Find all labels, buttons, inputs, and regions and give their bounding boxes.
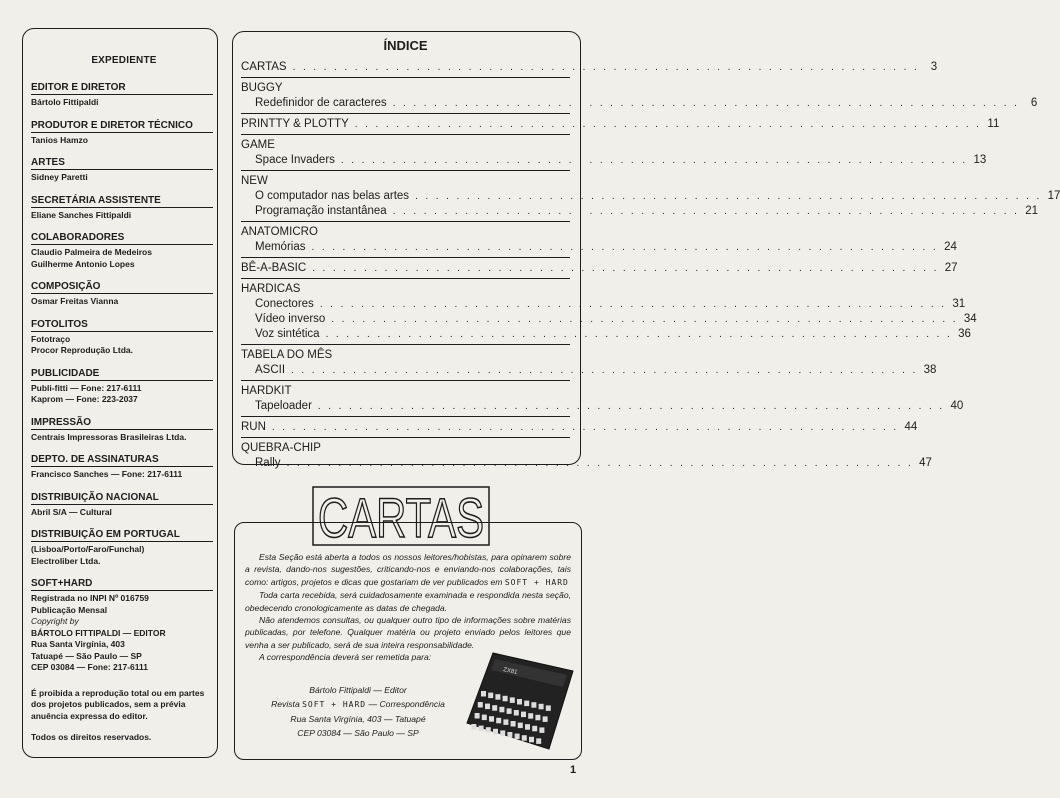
entry-title: ASCII (255, 364, 286, 376)
expediente-section (31, 195, 217, 222)
indice-category (241, 437, 932, 473)
key (543, 716, 548, 722)
category-name: NEW (241, 175, 268, 187)
address-street: Rua Santa Virgínia, 403 — Tatuapé (290, 714, 426, 724)
indice-category (241, 380, 964, 416)
entry-title: Space Invaders (255, 154, 335, 166)
section-line: (Lisboa/Porto/Faro/Funchal) (31, 544, 145, 554)
key (524, 701, 529, 707)
indice-entry (241, 297, 966, 312)
registration-line: Registrada no INPI Nº 016759 (31, 593, 149, 603)
address-editor: Bártolo Fittipaldi — Editor (309, 685, 407, 695)
expediente-section (31, 82, 217, 109)
page-ref: 40 (950, 400, 964, 412)
leader-dots (287, 456, 914, 471)
page-ref: 38 (923, 364, 937, 376)
indice-category (241, 257, 958, 278)
expediente-section (31, 120, 217, 147)
expediente-section (31, 454, 217, 481)
indice-category (241, 170, 1060, 221)
section-line: Francisco Sanches — Fone: 217-6111 (31, 469, 183, 479)
section-title: SECRETÁRIA ASSISTENTE (31, 195, 213, 208)
expediente-section (31, 368, 217, 406)
zx81-label: ZX81 (502, 667, 518, 676)
zx81-computer-illustration (463, 651, 575, 751)
indice-entry (241, 117, 1000, 132)
cartas-paragraph-3: Não atendemos consultas, ou qualquer outro tipo de informações sobre matérias publicadas, por telefone. Qualquer matéria ou projeto enviado pelos leitores que venha a ser publicado, será de sua inteira responsabilidade. (245, 615, 571, 650)
editor-line: BÁRTOLO FITTIPALDI — EDITOR (31, 627, 166, 638)
cartas-box (234, 522, 582, 760)
page-ref: 17 (1047, 190, 1060, 202)
section-title: PRODUTOR E DIRETOR TÉCNICO (31, 120, 213, 133)
section-title: FOTOLITOS (31, 319, 213, 332)
indice-box (232, 31, 1060, 469)
entry-title: Tapeloader (255, 400, 312, 412)
expediente-section (31, 417, 217, 444)
publication-line: Publicação Mensal (31, 604, 108, 615)
leader-dots (318, 399, 945, 414)
indice-category (241, 57, 938, 77)
section-title: DEPTO. DE ASSINATURAS (31, 454, 213, 467)
indice-category (241, 113, 1000, 134)
leader-dots (341, 153, 968, 168)
section-line: Osmar Freitas Vianna (31, 296, 119, 306)
indice-category (241, 416, 918, 437)
key (536, 738, 541, 744)
cartas-paragraph-1: Esta Seção está aberta a todos os nossos leitores/hobistas, para opinarem sobre a revista, dando-nos sugestões, criticando-nos e enviando-nos colaborações, tais como: artigos, projetos e dicas que gostariam de ver publicados em (245, 552, 571, 587)
category-name: PRINTTY & PLOTTY (241, 118, 349, 130)
indice-category (241, 344, 937, 380)
page-number: 1 (570, 764, 577, 776)
key (500, 730, 505, 736)
key (496, 718, 501, 724)
key (471, 724, 476, 730)
entry-title: Redefinidor de caracteres (255, 97, 387, 109)
section-line: Bártolo Fittipaldi (31, 97, 99, 107)
indice-category (241, 221, 957, 257)
expediente-section (31, 157, 217, 184)
indice-entry (241, 96, 1038, 111)
leader-dots (355, 117, 982, 132)
key (475, 713, 480, 719)
section-title: COMPOSIÇÃO (31, 281, 213, 294)
entry-title: Rally (255, 457, 281, 469)
key (546, 705, 551, 711)
expediente-box (22, 28, 218, 758)
section-title: ARTES (31, 157, 213, 170)
rights-notice: Todos os direitos reservados. (31, 732, 152, 742)
address-line: Rua Santa Virgínia, 403 (31, 639, 125, 649)
cartas-text (245, 551, 571, 664)
section-title: DISTRIBUIÇÃO NACIONAL (31, 492, 213, 505)
page-ref: 44 (904, 421, 918, 433)
entry-title: Memórias (255, 241, 306, 253)
page-ref: 34 (963, 313, 977, 325)
cartas-paragraph-2: Toda carta recebida, será cuidadosamente examinada e respondida nesta seção, obedecendo cronologicamente as datas de chegada. (245, 590, 571, 613)
section-line: Guilherme Antonio Lopes (31, 258, 135, 269)
soft-hard-section (31, 578, 217, 674)
key (479, 726, 484, 732)
section-title: IMPRESSÃO (31, 417, 213, 430)
section-title: DISTRIBUIÇÃO EM PORTUGAL (31, 529, 213, 542)
key (493, 729, 498, 735)
page-ref: 11 (987, 118, 1000, 130)
section-title: PUBLICIDADE (31, 368, 213, 381)
indice-entry (241, 327, 971, 342)
category-name: ANATOMICRO (241, 226, 318, 238)
category-name: BUGGY (241, 82, 283, 94)
leader-dots (415, 189, 1042, 204)
section-line: Eliane Sanches Fittipaldi (31, 209, 132, 220)
expediente-sections (31, 82, 217, 567)
soft-hard-logo: SOFT + HARD (504, 577, 569, 587)
reproduction-notice: É proibida a reprodução total ou em partes dos projetos publicados, sem a prévia anuência expressa do editor. (31, 687, 205, 721)
entry-title: Vídeo inverso (255, 313, 326, 325)
cartas-paragraph-4: A correspondência deverá ser remetida para: (259, 652, 432, 663)
page-ref: 27 (944, 262, 958, 274)
indice-entry (241, 363, 937, 378)
page-ref: 13 (973, 154, 987, 166)
indice-entry (241, 456, 932, 471)
address-revista: Revista SOFT + HARD — Correspondência (271, 699, 445, 709)
category-name: HARDKIT (241, 385, 292, 397)
category-name: HARDICAS (241, 283, 301, 295)
indice-entry (241, 312, 977, 327)
key (486, 727, 491, 733)
key (507, 708, 512, 714)
page-ref: 6 (1030, 97, 1038, 109)
indice-entry (241, 60, 938, 75)
leader-dots (272, 420, 899, 435)
key (539, 704, 544, 710)
key (525, 724, 530, 730)
soft-hard-logo-2: SOFT + HARD (302, 700, 367, 709)
key (518, 723, 523, 729)
page-ref: 24 (944, 241, 957, 253)
section-line: Centrais Impressoras Brasileiras Ltda. (31, 431, 187, 442)
key (535, 715, 540, 721)
key (489, 716, 494, 722)
leader-dots (291, 363, 918, 378)
section-line: Procor Reprodução Ltda. (31, 345, 134, 355)
key (488, 693, 493, 699)
expediente-section (31, 281, 217, 308)
indice-category (241, 134, 987, 170)
key (522, 735, 527, 741)
soft-hard-title: SOFT+HARD (31, 578, 213, 591)
indice-list (241, 57, 1060, 473)
key (503, 719, 508, 725)
leader-dots (331, 312, 958, 327)
indice-category (241, 278, 977, 344)
indice-entry (241, 261, 958, 276)
key (532, 726, 537, 732)
leader-dots (293, 60, 920, 75)
page-ref: 3 (930, 61, 938, 73)
key (510, 697, 515, 703)
key (503, 696, 508, 702)
page-ref: 47 (919, 457, 932, 469)
address-cep: CEP 03084 — São Paulo — SP (297, 728, 419, 738)
expediente-title: EXPEDIENTE (91, 55, 157, 66)
cep-line: CEP 03084 — Fone: 217-6111 (31, 662, 149, 672)
section-line: Claudio Palmeira de Medeiros (31, 247, 152, 257)
key (521, 712, 526, 718)
key (492, 705, 497, 711)
page-ref: 21 (1025, 205, 1039, 217)
section-line: Sidney Paretti (31, 172, 88, 182)
indice-entry (241, 240, 957, 255)
key (481, 691, 486, 697)
expediente-section (31, 319, 217, 357)
expediente-section (31, 232, 217, 270)
indice-title: ÍNDICE (383, 38, 428, 53)
key (517, 699, 522, 705)
expediente-section (31, 492, 217, 519)
section-line: Abril S/A — Cultural (31, 506, 112, 517)
page-ref: 36 (958, 328, 971, 340)
leader-dots (393, 204, 1020, 219)
key (507, 732, 512, 738)
key (511, 721, 516, 727)
key (529, 737, 534, 743)
entry-title: O computador nas belas artes (255, 190, 410, 202)
entry-title: Voz sintética (255, 328, 320, 340)
key (531, 702, 536, 708)
indice-category (241, 77, 1038, 113)
indice-entry (241, 204, 1039, 219)
section-line: Kaprom — Fone: 223-2037 (31, 394, 138, 404)
indice-entry (241, 153, 987, 168)
copyright-line: Copyright by (31, 616, 79, 626)
section-title: COLABORADORES (31, 232, 213, 245)
section-line: Fototraço (31, 333, 71, 344)
category-name: GAME (241, 139, 275, 151)
key (495, 694, 500, 700)
key (539, 727, 544, 733)
indice-entry (241, 420, 918, 435)
key (499, 707, 504, 713)
section-line: Tanios Hamzo (31, 134, 88, 145)
key (528, 713, 533, 719)
expediente-section (31, 529, 217, 567)
section-line: Publi-fitti — Fone: 217-6111 (31, 382, 142, 393)
city-line: Tatuapé — São Paulo — SP (31, 650, 142, 661)
entry-title: Conectores (255, 298, 314, 310)
cartas-banner-text: CARTAS (318, 486, 484, 549)
indice-entry (241, 189, 1060, 204)
category-name: QUEBRA-CHIP (241, 442, 321, 454)
category-name: BÊ-A-BASIC (241, 262, 307, 274)
category-name: CARTAS (241, 61, 287, 73)
leader-dots (320, 297, 947, 312)
key (515, 734, 520, 740)
key (482, 715, 487, 721)
page-ref: 31 (952, 298, 966, 310)
section-line: Electroliber Ltda. (31, 555, 101, 566)
section-title: EDITOR E DIRETOR (31, 82, 213, 95)
key (485, 704, 490, 710)
category-name: RUN (241, 421, 266, 433)
indice-entry (241, 399, 964, 414)
entry-title: Programação instantânea (255, 205, 387, 217)
leader-dots (326, 327, 953, 342)
key (478, 702, 483, 708)
leader-dots (311, 240, 938, 255)
leader-dots (312, 261, 939, 276)
key (514, 710, 519, 716)
cartas-address (243, 683, 473, 740)
leader-dots (393, 96, 1020, 111)
category-name: TABELA DO MÊS (241, 349, 333, 361)
